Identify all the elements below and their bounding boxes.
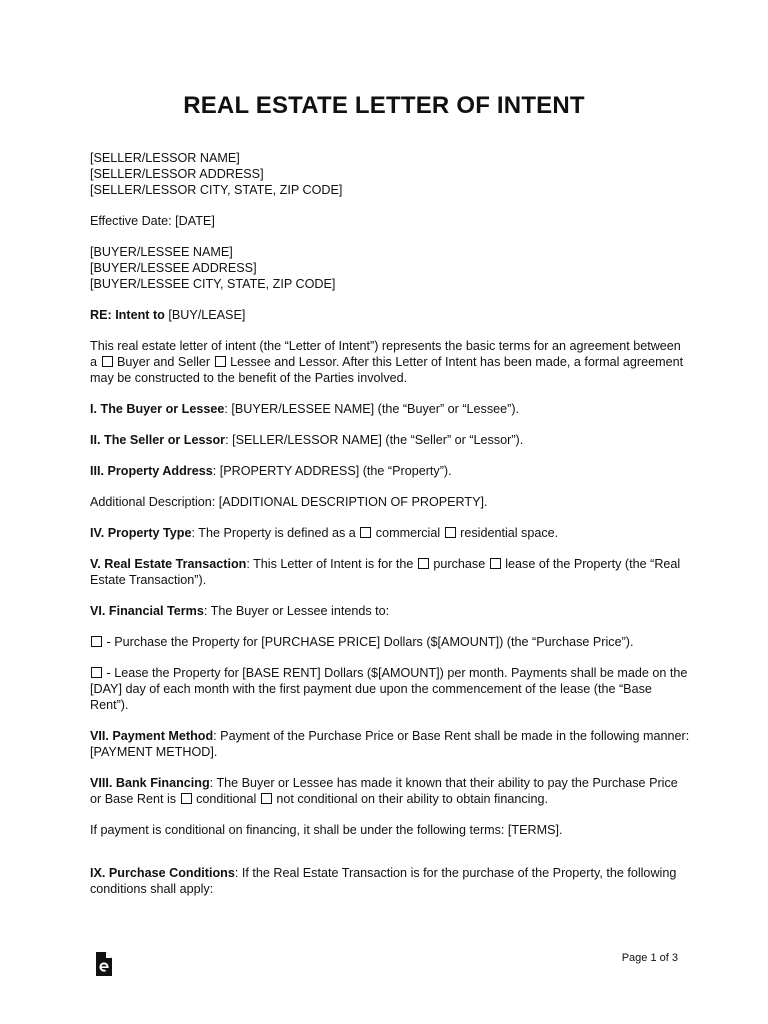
document-title: REAL ESTATE LETTER OF INTENT [183, 92, 585, 119]
option-conditional: conditional [192, 792, 260, 806]
section-payment-method-label: VII. Payment Method [90, 729, 214, 743]
section-payment-method [90, 728, 690, 744]
checkbox-lessee-lessor[interactable] [215, 356, 226, 367]
checkbox-purchase-price[interactable] [91, 636, 102, 647]
section-property-address-text: : [PROPERTY ADDRESS] (the “Property”). [212, 464, 452, 478]
section-bank-financing-label: VIII. Bank Financing [90, 776, 210, 790]
section-payment-method-text: : Payment of the Purchase Price or Base Rent shall be made in the following manner: [213, 729, 690, 743]
section-purchase-conditions-text: : If the Real Estate Transaction is for the purchase of the Property, the following conditions shall apply: [90, 866, 677, 896]
section-transaction [90, 556, 690, 588]
option-not-conditional: not conditional on their ability to obtain financing. [272, 792, 548, 806]
buyer-city: [BUYER/LESSEE CITY, STATE, ZIP CODE] [90, 277, 336, 291]
re-label: RE: Intent to [90, 308, 165, 322]
section-seller [90, 432, 690, 448]
buyer-address: [BUYER/LESSEE ADDRESS] [90, 261, 257, 275]
checkbox-purchase[interactable] [418, 558, 429, 569]
seller-city: [SELLER/LESSOR CITY, STATE, ZIP CODE] [90, 183, 343, 197]
intro-text: This real estate letter of intent (the “Letter of Intent”) represents the basic terms for an agreement between a [90, 339, 681, 369]
section-property-type-label: IV. Property Type [90, 526, 192, 540]
intro-option-1: Buyer and Seller [113, 355, 214, 369]
page-number: Page 1 of 3 [621, 952, 678, 964]
section-property-type-text: : The Property is defined as a [191, 526, 360, 540]
section-buyer [90, 401, 690, 417]
buyer-name: [BUYER/LESSEE NAME] [90, 245, 233, 259]
option-residential: residential space. [456, 526, 559, 540]
section-transaction-text: : This Letter of Intent is for the [246, 557, 417, 571]
section-purchase-conditions [90, 865, 690, 897]
checkbox-not-conditional[interactable] [261, 793, 272, 804]
section-property-address [90, 463, 690, 479]
section-property-type [90, 525, 690, 541]
checkbox-base-rent[interactable] [91, 667, 102, 678]
seller-name: [SELLER/LESSOR NAME] [90, 151, 240, 165]
purchase-option [90, 634, 690, 650]
lease-option-text: - Lease the Property for [BASE RENT] Dollars ($[AMOUNT]) per month. Payments shall be made on the [DAY] day of each month with the first payment due upon the commencement of the lease (the “Base Rent”). [90, 666, 688, 712]
section-seller-text: : [SELLER/LESSOR NAME] (the “Seller” or “Lessor”). [225, 433, 524, 447]
additional-description: Additional Description: [ADDITIONAL DESCRIPTION OF PROPERTY]. [90, 495, 488, 509]
option-commercial: commercial [372, 526, 444, 540]
checkbox-residential[interactable] [445, 527, 456, 538]
checkbox-lease[interactable] [490, 558, 501, 569]
payment-method-value: [PAYMENT METHOD]. [90, 745, 218, 759]
re-value: [BUY/LEASE] [164, 308, 246, 322]
checkbox-commercial[interactable] [360, 527, 371, 538]
seller-address: [SELLER/LESSOR ADDRESS] [90, 167, 264, 181]
section-financial-terms-label: VI. Financial Terms [90, 604, 204, 618]
intro-paragraph [90, 338, 690, 386]
section-buyer-label: I. The Buyer or Lessee [90, 402, 225, 416]
section-property-address-label: III. Property Address [90, 464, 213, 478]
section-purchase-conditions-label: IX. Purchase Conditions [90, 866, 235, 880]
section-bank-financing [90, 775, 690, 807]
section-transaction-label: V. Real Estate Transaction [90, 557, 247, 571]
section-financial-terms [90, 603, 690, 619]
lease-option [90, 665, 690, 713]
effective-date: Effective Date: [DATE] [90, 214, 215, 228]
intro-option-2: Lessee and Lessor. After this Letter of Intent has been made, a formal agreement may be constructed to the benefit of the Parties involved. [90, 355, 684, 385]
option-lease: lease of the Property (the “Real Estate Transaction”). [90, 557, 681, 587]
section-bank-financing-text: : The Buyer or Lessee has made it known that their ability to pay the Purchase Price or Base Rent is [90, 776, 678, 806]
financing-terms: If payment is conditional on financing, it shall be under the following terms: [TERMS]. [90, 823, 563, 837]
eforms-logo-icon [94, 950, 114, 978]
checkbox-conditional[interactable] [181, 793, 192, 804]
section-seller-label: II. The Seller or Lessor [90, 433, 226, 447]
spacer [90, 853, 690, 865]
section-financial-terms-text: : The Buyer or Lessee intends to: [203, 604, 390, 618]
document-body [90, 150, 690, 897]
purchase-option-text: - Purchase the Property for [PURCHASE PRICE] Dollars ($[AMOUNT]) (the “Purchase Price”). [103, 635, 634, 649]
re-line [90, 307, 690, 323]
section-buyer-text: : [BUYER/LESSEE NAME] (the “Buyer” or “Lessee”). [224, 402, 520, 416]
option-purchase: purchase [429, 557, 489, 571]
checkbox-buyer-seller[interactable] [102, 356, 113, 367]
